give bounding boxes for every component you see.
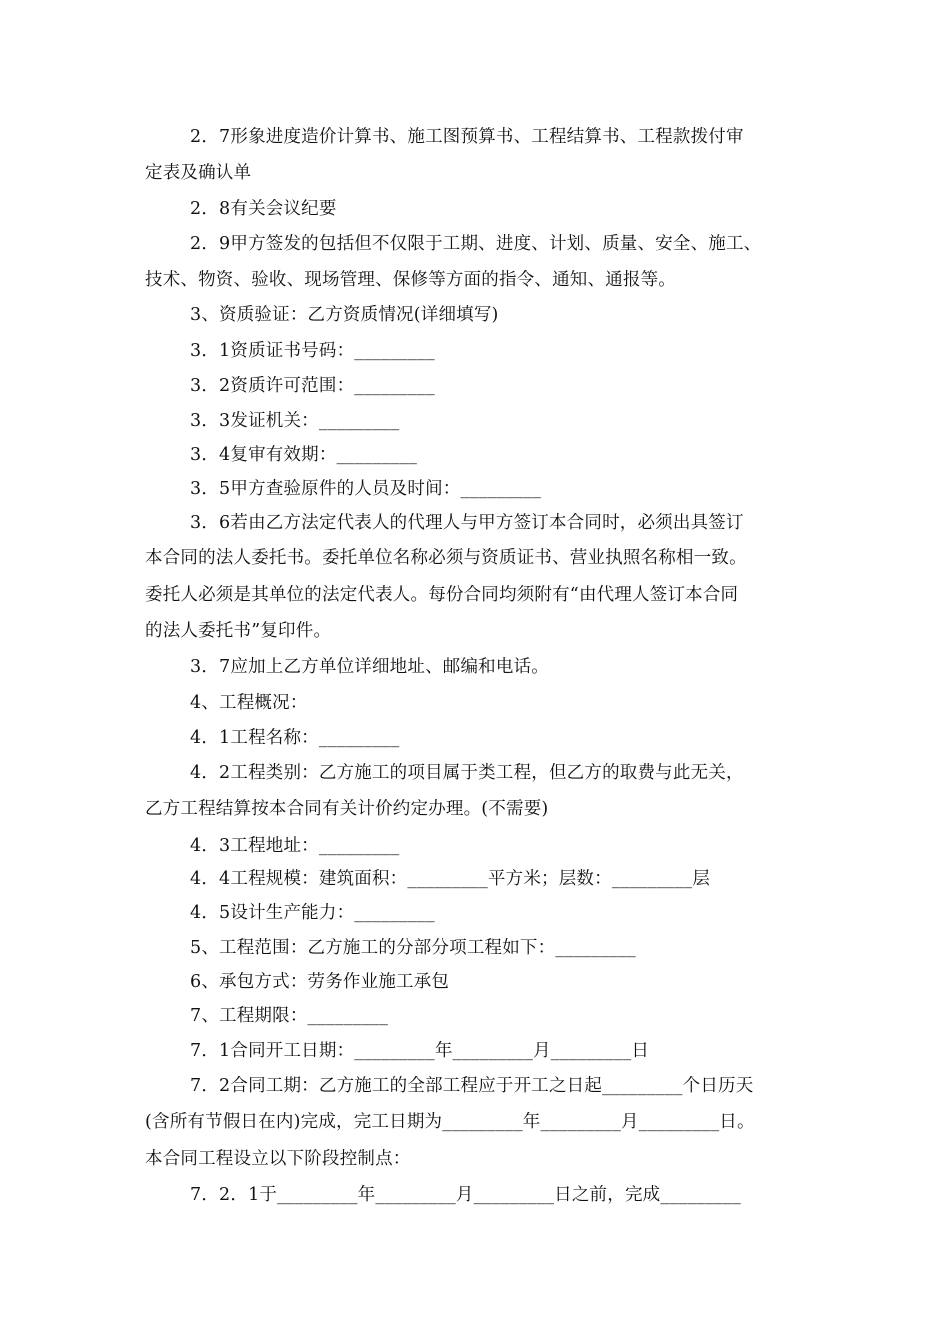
text-line: 4．1工程名称：_________ (190, 728, 400, 748)
text-line: 的法人委托书”复印件。 (145, 621, 332, 641)
text-line: 3．6若由乙方法定代表人的代理人与甲方签订本合同时，必须出具签订 (190, 513, 744, 533)
text-line: 3．3发证机关：_________ (190, 411, 400, 431)
text-line: 6、承包方式：劳务作业施工承包 (190, 972, 450, 992)
text-line: 3．4复审有效期：_________ (190, 445, 418, 465)
text-line: 2．8有关会议纪要 (190, 199, 337, 219)
text-line: 4．4工程规模：建筑面积：_________平方米；层数：_________层 (190, 869, 711, 889)
text-line: 7．2合同工期：乙方施工的全部工程应于开工之日起_________个日历天 (190, 1076, 754, 1096)
text-line: 委托人必须是其单位的法定代表人。每份合同均须附有“由代理人签订本合同 (145, 585, 739, 605)
text-line: 3、资质验证：乙方资质情况(详细填写) (190, 305, 499, 325)
text-line: 3．1资质证书号码：_________ (190, 341, 435, 361)
text-line: 2．7形象进度造价计算书、施工图预算书、工程结算书、工程款拨付审 (190, 127, 744, 147)
text-line: 7．2．1于_________年_________月_________日之前，完成_________ (190, 1185, 741, 1205)
text-line: 4．5设计生产能力：_________ (190, 903, 435, 923)
text-line: 3．5甲方查验原件的人员及时间：_________ (190, 479, 542, 499)
text-line: 2．9甲方签发的包括但不仅限于工期、进度、计划、质量、安全、施工、 (190, 234, 762, 254)
text-line: 3．2资质许可范围：_________ (190, 376, 435, 396)
text-line: 7、工程期限：_________ (190, 1006, 389, 1026)
text-line: 技术、物资、验收、现场管理、保修等方面的指令、通知、通报等。 (145, 270, 676, 290)
text-line: (含所有节假日在内)完成，完工日期为_________年_________月_________日。 (145, 1112, 755, 1132)
text-line: 3．7应加上乙方单位详细地址、邮编和电话。 (190, 657, 549, 677)
text-line: 7．1合同开工日期：_________年_________月_________日 (190, 1041, 650, 1061)
text-line: 5、工程范围：乙方施工的分部分项工程如下：_________ (190, 938, 636, 958)
text-line: 本合同的法人委托书。委托单位名称必须与资质证书、营业执照名称相一致。 (145, 548, 747, 568)
text-line: 4．3工程地址：_________ (190, 836, 400, 856)
text-line: 4、工程概况： (190, 693, 308, 713)
text-line: 本合同工程设立以下阶段控制点： (145, 1149, 411, 1169)
text-line: 4．2工程类别：乙方施工的项目属于类工程，但乙方的取费与此无关， (190, 763, 744, 783)
text-line: 定表及确认单 (145, 163, 252, 183)
text-line: 乙方工程结算按本合同有关计价约定办理。(不需要) (145, 799, 549, 819)
